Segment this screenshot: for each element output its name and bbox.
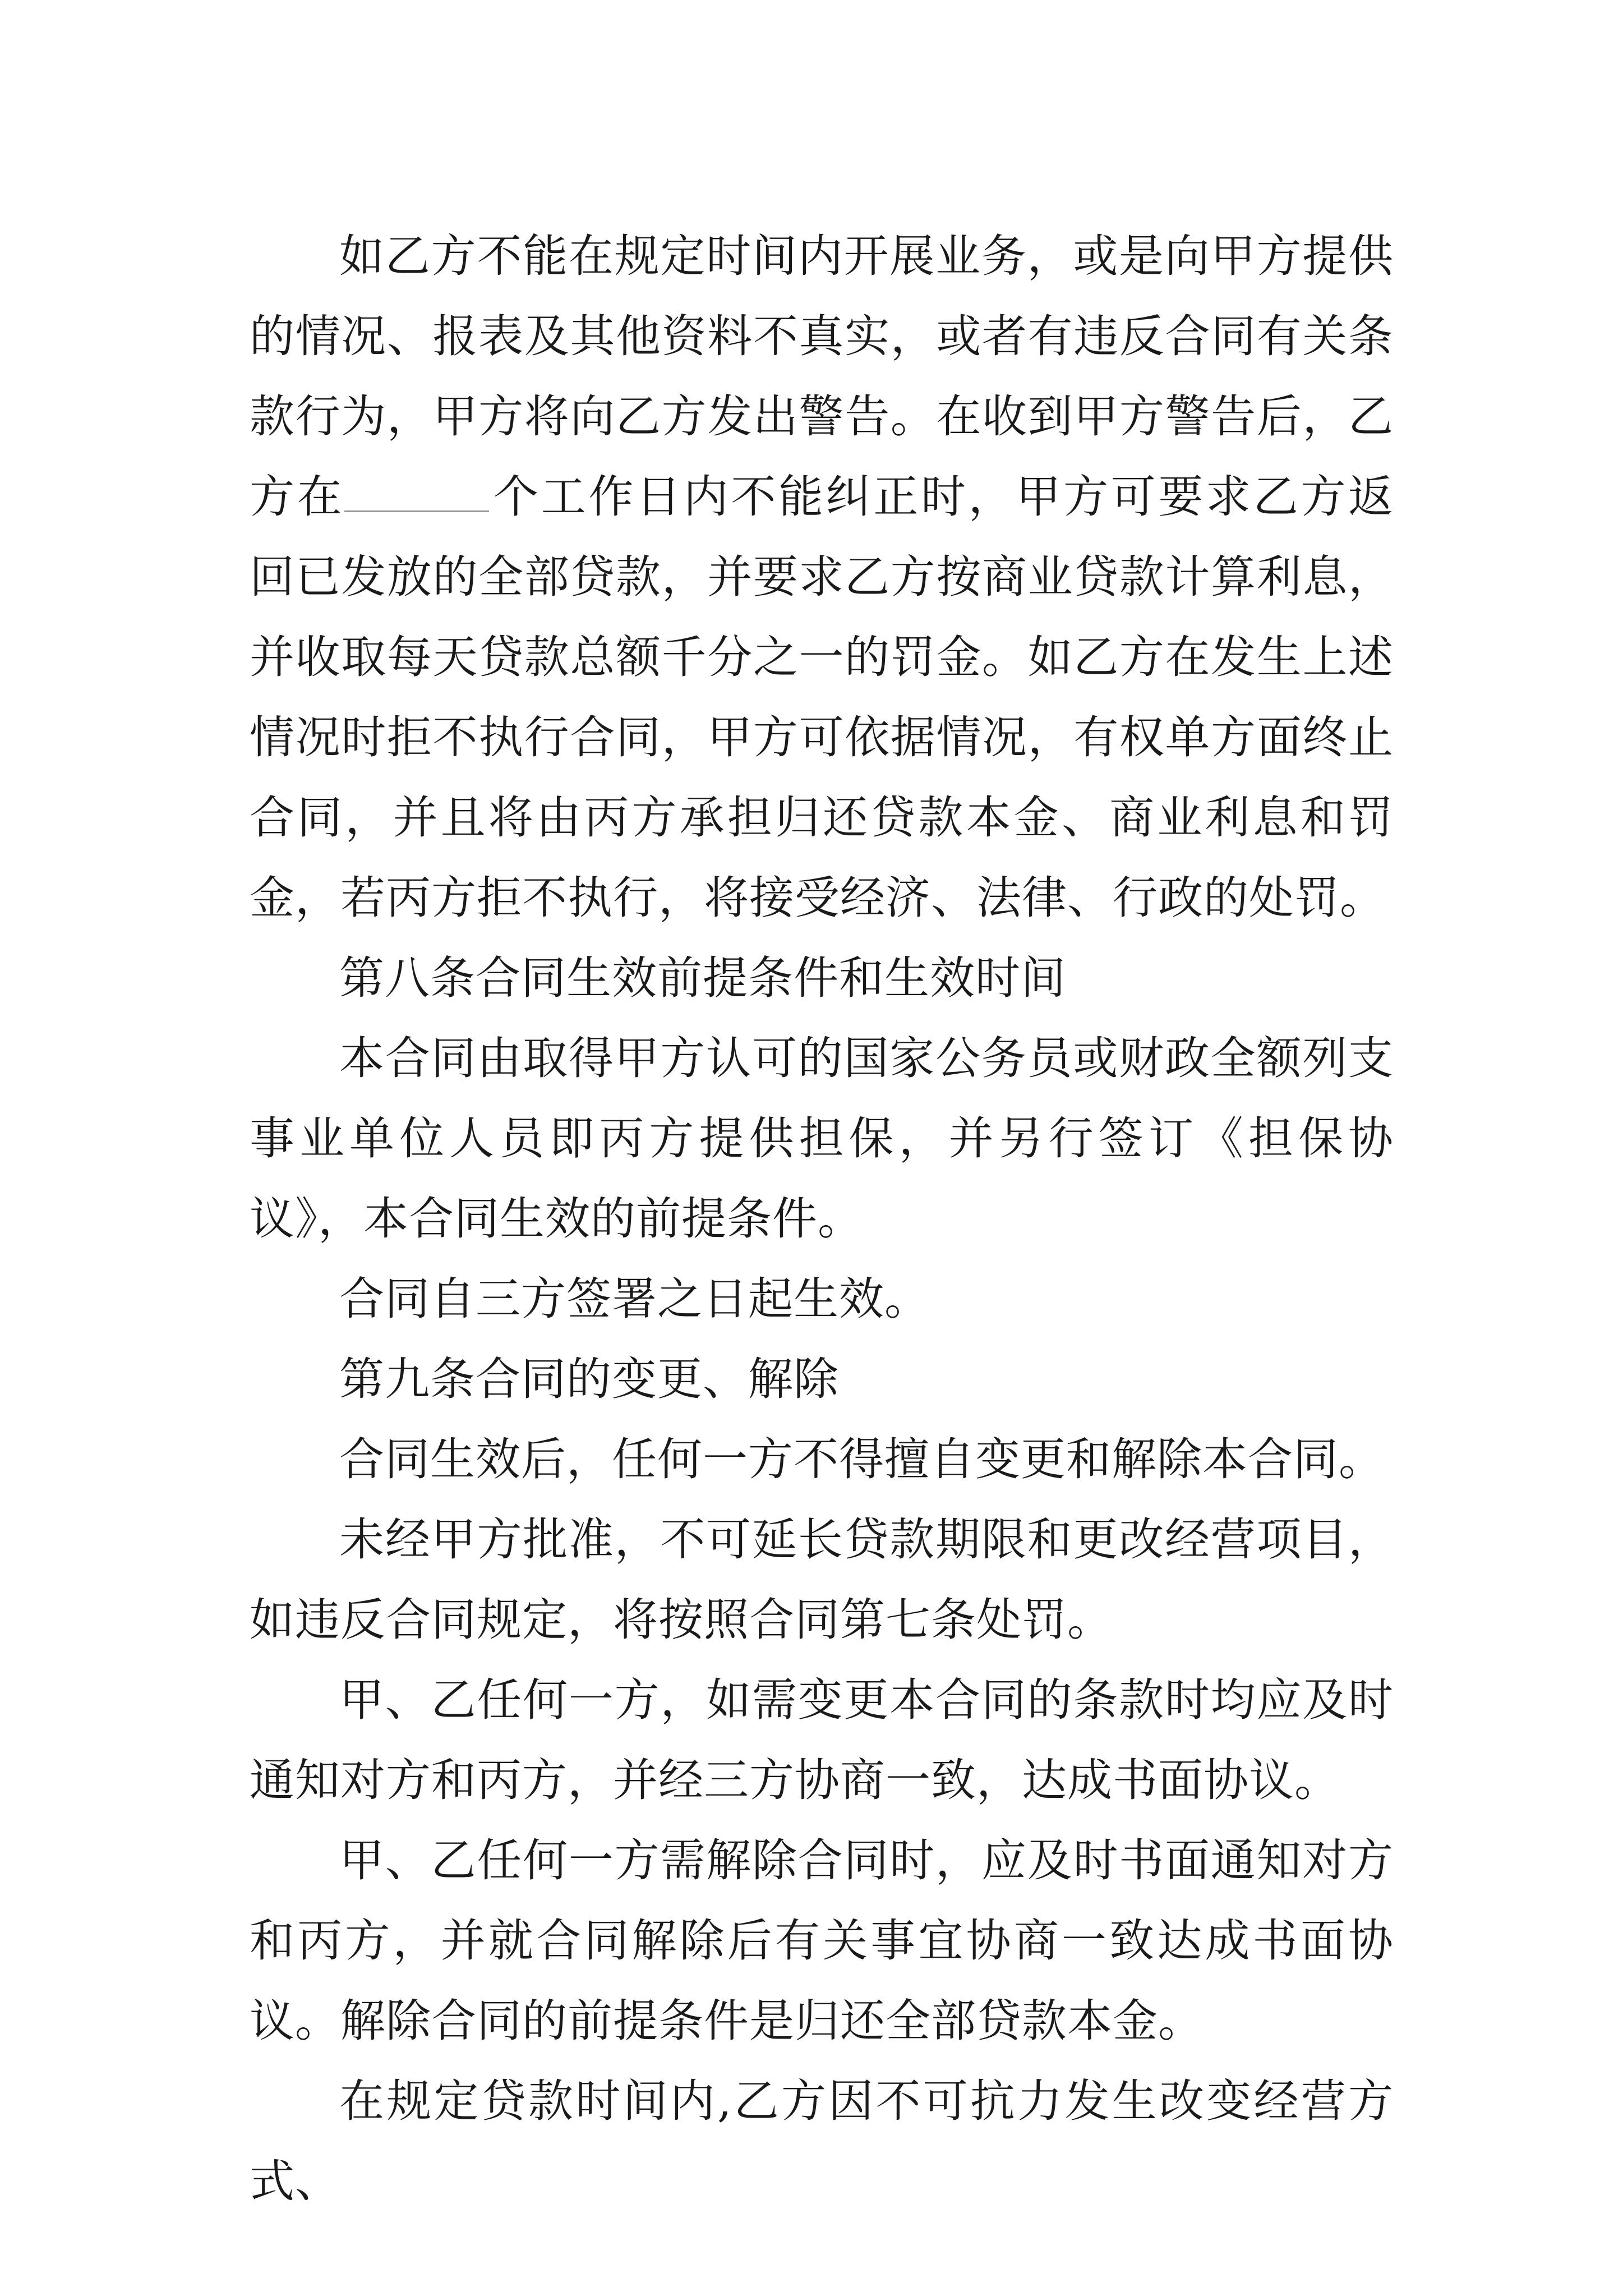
- paragraph-effective-date: 合同自三方签署之日起生效。: [339, 1273, 930, 1325]
- paragraph-termination-notice: 甲、乙任何一方需解除合同时，应及时书面通知对方和丙方，并就合同解除后有关事宜协商一致达成书面协议。解除合同的前提条件是归还全部贷款本金。: [250, 1834, 1394, 2047]
- paragraph-modification-notice: 甲、乙任何一方，如需变更本合同的条款时均应及时通知对方和丙方，并经三方协商一致，达成书面协议。: [250, 1674, 1394, 1806]
- paragraph-text-after-blank: 个工作日内不能纠正时，甲方可要求乙方返回已发放的全部贷款，并要求乙方按商业贷款计算利息，并收取每天贷款总额千分之一的罚金。如乙方在发生上述情况时拒不执行合同，甲方可依据情况，有权单方面终止合同，并且将由丙方承担归还贷款本金、商业利息和罚金，若丙方拒不执行，将接受经济、法律、行政的处罚。: [250, 471, 1394, 924]
- paragraph-no-unilateral-change: 合同生效后，任何一方不得擅自变更和解除本合同。: [339, 1433, 1384, 1485]
- paragraph-effect-precondition: 本合同由取得甲方认可的国家公务员或财政全额列支事业单位人员即丙方提供担保，并另行签订《担保协议》，本合同生效的前提条件。: [250, 1032, 1394, 1245]
- article-9-heading: 第九条合同的变更、解除: [339, 1353, 839, 1405]
- document-body: [250, 216, 1394, 2221]
- paragraph-force-majeure: 在规定贷款时间内,乙方因不可抗力发生改变经营方式、: [250, 2075, 1394, 2207]
- fill-in-blank: [344, 477, 489, 512]
- paragraph-breach-warning: [250, 216, 1394, 938]
- paragraph-approval-required: 未经甲方批准，不可延长贷款期限和更改经营项目，如违反合同规定，将按照合同第七条处罚。: [250, 1513, 1394, 1646]
- paragraph-text-before-blank: 如乙方不能在规定时间内开展业务，或是向甲方提供的情况、报表及其他资料不真实，或者有违反合同有关条款行为，甲方将向乙方发出警告。在收到甲方警告后，乙方在: [250, 230, 1394, 523]
- article-8-heading: 第八条合同生效前提条件和生效时间: [339, 952, 1066, 1004]
